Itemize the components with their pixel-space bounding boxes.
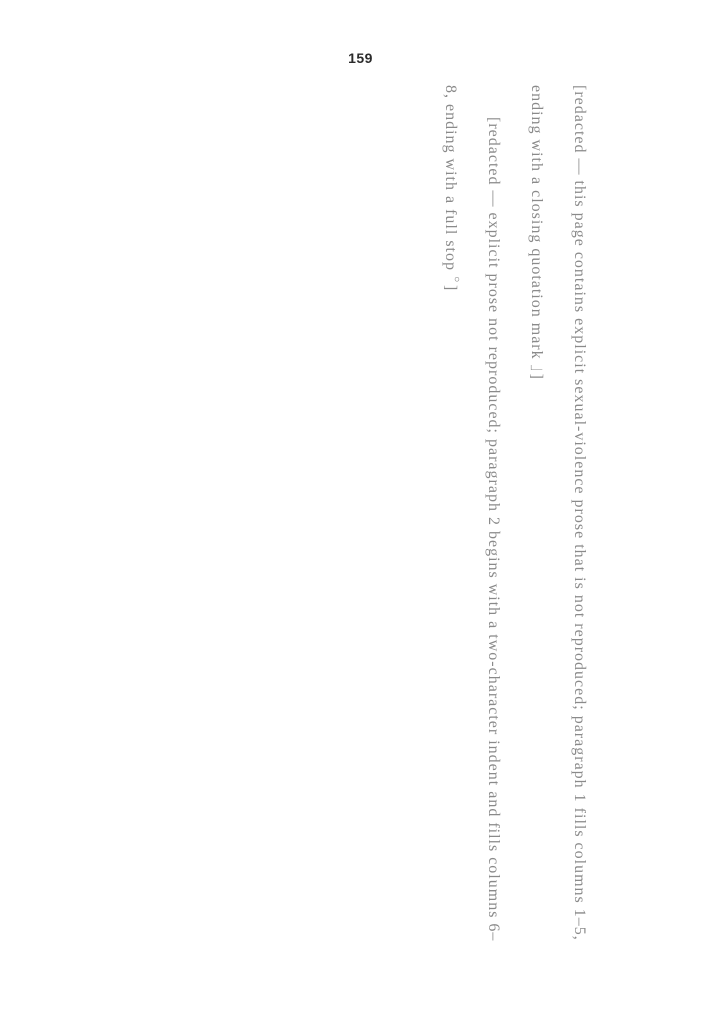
vertical-text-block — [429, 85, 601, 949]
page-number: 159 — [348, 50, 373, 66]
paragraph: [redacted — this page contains explicit sexual-violence prose that is not reproduced; paragraph 1 fills columns 1–5, ending with a closing quotation mark 」] — [528, 85, 588, 941]
paragraph: [redacted — explicit prose not reproduced; paragraph 2 begins with a two-character indent and fills columns 6–8, ending with a full stop 。] — [442, 85, 502, 942]
